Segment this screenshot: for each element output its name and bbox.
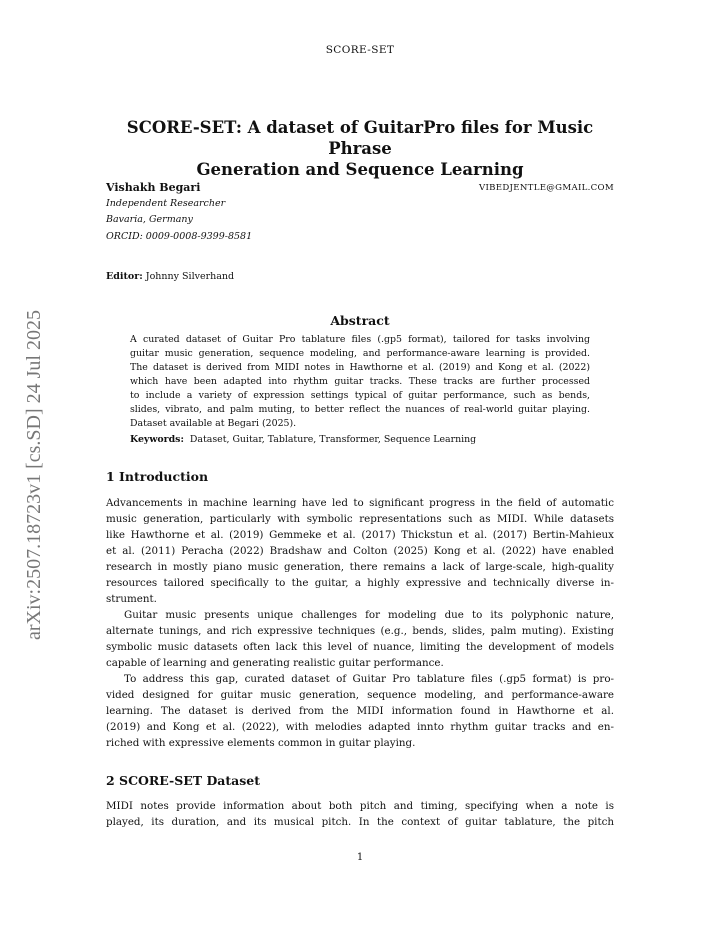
page-number: 1 <box>356 852 364 863</box>
keywords-label: Keywords: <box>130 434 184 445</box>
body-line: resources tailored specifically to the guitar, a highly expressive and technically diverse in- <box>106 577 614 589</box>
keywords-line <box>130 434 590 445</box>
author-affiliation: Independent Researcher <box>106 198 226 209</box>
body-line: music generation, particularly with symbolic representations such as MIDI. While datasets <box>106 513 614 525</box>
body-line: et al. (2011) Peracha (2022) Bradshaw and Colton (2025) Kong et al. (2022) have enabled <box>106 545 614 557</box>
body-line: research in mostly piano music generation, there remains a lack of large-scale, high-quality <box>106 561 614 573</box>
section-heading-introduction: 1 Introduction <box>106 469 209 484</box>
body-line: Advancements in machine learning have led to significant progress in the field of automatic <box>106 497 614 509</box>
abstract-line: which have been adapted into rhythm guitar tracks. These tracks are further processed <box>130 376 590 387</box>
body-line: played, its duration, and its musical pitch. In the context of guitar tablature, the pitch <box>106 816 614 828</box>
body-line: To address this gap, curated dataset of Guitar Pro tablature files (.gp5 format) is pro- <box>124 673 614 685</box>
author-name: Vishakh Begari <box>106 181 201 194</box>
body-line: riched with expressive elements common in guitar playing. <box>106 737 416 749</box>
body-line: (2019) and Kong et al. (2022), with melodies adapted innto rhythm guitar tracks and en- <box>106 721 614 733</box>
editor-name: Johnny Silverhand <box>145 271 235 282</box>
body-line: learning. The dataset is derived from the MIDI information found in Hawthorne et al. <box>106 705 614 717</box>
author-email[interactable]: VIBEDJENTLE@GMAIL.COM <box>478 183 614 193</box>
body-line: Guitar music presents unique challenges for modeling due to its polyphonic nature, <box>124 609 614 621</box>
title-line-2: Generation and Sequence Learning <box>196 160 524 179</box>
body-line: vided designed for guitar music generation, sequence modeling, and performance-aware <box>106 689 614 701</box>
paper-title <box>106 117 614 180</box>
abstract-line: guitar music generation, sequence modeling, and performance-aware learning is provided. <box>130 348 590 359</box>
title-line-1: SCORE-SET: A dataset of GuitarPro files for Music Phrase <box>126 118 594 158</box>
body-line: alternate tunings, and rich expressive techniques (e.g., bends, slides, palm muting). Existing <box>106 625 614 637</box>
abstract-line: A curated dataset of Guitar Pro tablature files (.gp5 format), tailored for tasks involving <box>130 334 590 345</box>
editor-line <box>106 271 234 282</box>
abstract-line: The dataset is derived from MIDI notes in Hawthorne et al. (2019) and Kong et al. (2022) <box>130 362 590 373</box>
keywords-list: Dataset, Guitar, Tablature, Transformer, Sequence Learning <box>189 434 477 445</box>
body-line: symbolic music datasets often lack this level of nuance, limiting the development of models <box>106 641 614 653</box>
author-location: Bavaria, Germany <box>106 214 193 225</box>
body-line: MIDI notes provide information about both pitch and timing, specifying when a note is <box>106 800 614 812</box>
body-line: capable of learning and generating realistic guitar performance. <box>106 657 444 669</box>
editor-label: Editor: <box>106 271 143 282</box>
abstract-line: slides, vibrato, and palm muting, to better reflect the nuances of real-world guitar playing. <box>130 404 590 415</box>
abstract-heading: Abstract <box>330 313 390 328</box>
section-heading-dataset: 2 SCORE-SET Dataset <box>106 773 261 788</box>
arxiv-identifier: arXiv:2507.18723v1 [cs.SD] 24 Jul 2025 <box>23 310 45 640</box>
body-line: strument. <box>106 593 157 605</box>
abstract-line: to include a variety of expression settings typical of guitar performance, such as bends, <box>130 390 590 401</box>
author-orcid: ORCID: 0009-0008-9399-8581 <box>106 231 253 242</box>
body-line: like Hawthorne et al. (2019) Gemmeke et al. (2017) Thickstun et al. (2017) Bertin-Mahieux <box>106 529 614 541</box>
abstract-line: Dataset available at Begari (2025). <box>130 418 297 429</box>
running-head: SCORE-SET <box>325 44 395 56</box>
